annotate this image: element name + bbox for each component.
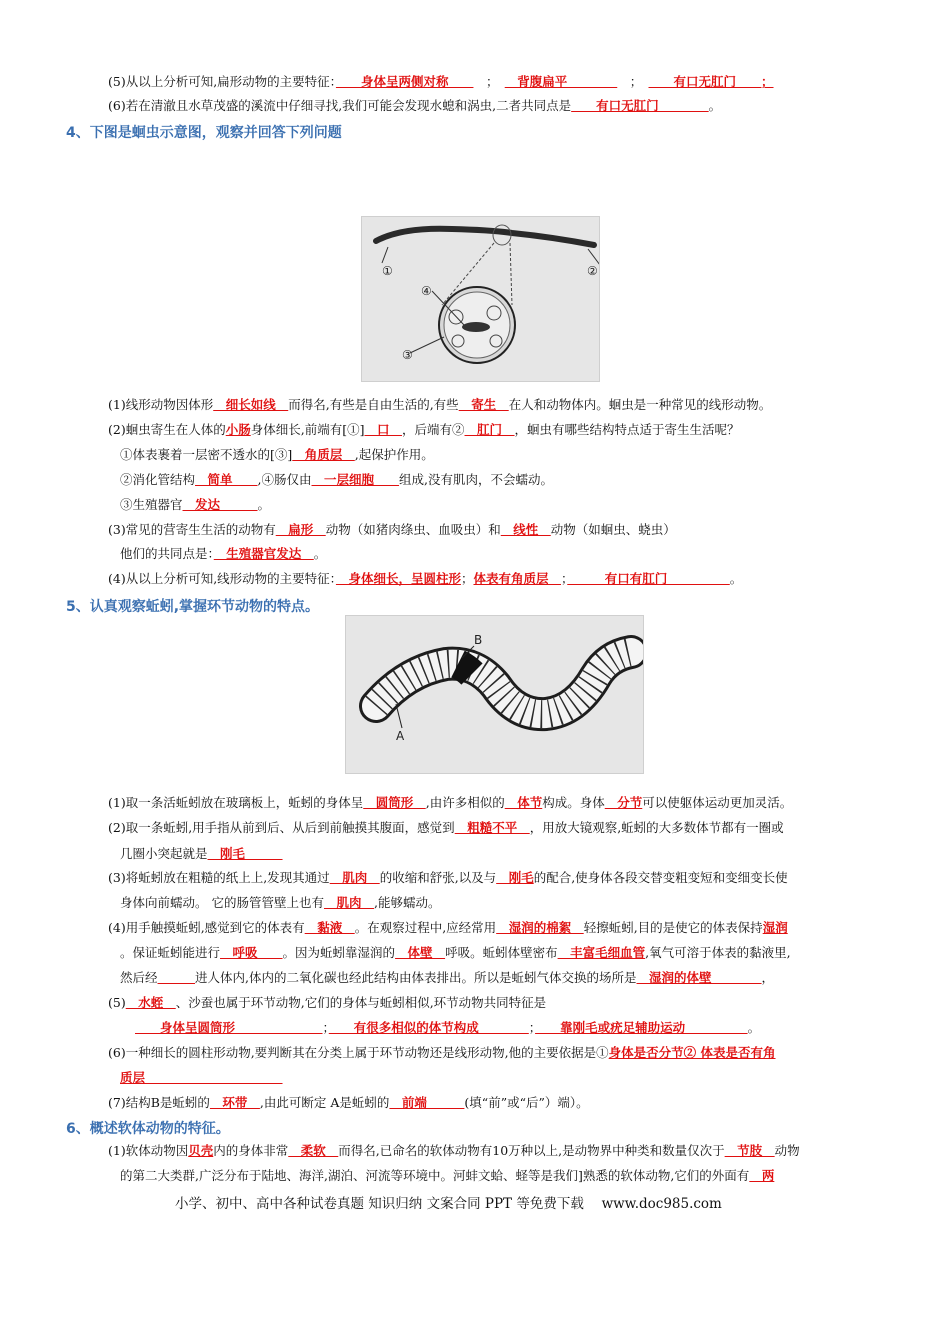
ascaris-diagram [361,216,600,382]
answer: 质层 [120,1070,283,1085]
answer [158,970,196,985]
answer: 前端 [389,1095,465,1110]
q4-item2-2: ②消化管结构 简单 ,④肠仅由 一层细胞 组成,没有肌肉，不会蠕动。 [120,472,554,487]
label-A: A [396,729,405,743]
answer: 身体呈圆筒形 [135,1020,323,1035]
label-2: ② [587,264,598,278]
answer: 两 [749,1168,775,1183]
answer: 有口无肛门 ； [648,74,774,89]
answer: 扁形 [275,522,326,537]
earthworm-drawing [346,616,643,773]
answer: 肌肉 [329,870,380,885]
label-3: ③ [402,348,413,362]
answer: 有口有肛门 [567,571,730,586]
answer: 角质层 [292,447,355,462]
section-heading-4: 4、下图是蛔虫示意图，观察并回答下列问题 [66,125,342,141]
answer: 丰富毛细血管 [557,945,646,960]
answer: 节肢 [724,1143,775,1158]
answer: 体表有角质层 [473,571,561,586]
section-heading-5: 5、认真观察蚯蚓,掌握环节动物的特点。 [66,599,320,615]
q3-item5: (5)从以上分析可知,扁形动物的主要特征： 身体呈两侧对称 ； 背腹扁平 ； 有口无肛门 ； [108,74,774,89]
q5-item3: (3)将蚯蚓放在粗糙的纸上上,发现其通过 肌肉 的收缩和舒张,以及与 刚毛的配合,使身体各段交替变粗变短和变细变长使 [108,870,788,885]
answer: 湿润的棉絮 [496,920,584,935]
answer: 湿润的体壁 [636,970,762,985]
answer: 有很多相似的体节构成 [328,1020,529,1035]
answer: 环带 [209,1095,260,1110]
q6-item1: (1)软体动物因贝壳内的身体非常 柔软 而得名,已命名的软体动物有10万种以上,是动物界中种类和数量仅次于 节肢 动物 [108,1143,800,1158]
answer: 线性 [500,522,551,537]
answer: 圆筒形 [363,795,426,810]
answer: 肌肉 [323,895,374,910]
answer: 寄生 [458,397,509,412]
answer: 分节 [604,795,643,810]
answer: 简单 [195,472,258,487]
answer: 小肠 [225,422,251,437]
q5-item6: (6)一种细长的圆柱形动物,要判断其在分类上属于环节动物还是线形动物,他的主要依据是①身体是否分节② 体表是否有角 [108,1045,776,1060]
label-B: B [474,633,483,647]
answer: 黏液 [304,920,355,935]
answer: 背腹扁平 [504,74,618,89]
answer: 粗糙不平 [454,820,530,835]
q5-item7: (7)结构B是蚯蚓的 环带 ,由此可断定 A是蚯蚓的 前端 (填“前”或“后”）端）。 [108,1095,589,1110]
footer-banner: 小学、初中、高中各种试卷真题 知识归纳 文案合同 PPT 等免费下载 www.doc985.com [175,1196,722,1212]
answer: 体壁 [395,945,446,960]
q5-item2: (2)取一条蚯蚓,用手指从前到后、从后到前触摸其腹面，感觉到 粗糙不平 ，用放大镜观察,蚯蚓的大多数体节都有一圈或 [108,820,784,835]
answer: 细长如线 [213,397,289,412]
q4-item4: (4)从以上分析可知,线形动物的主要特征： 身体细长，呈圆柱形；体表有角质层 ； 有口有肛门 。 [108,571,743,586]
q5-item2-cont: 几圈小突起就是 刚毛 [120,846,283,861]
answer: 口 [364,422,402,437]
label-4: ④ [421,284,432,298]
answer: 刚毛 [496,870,534,885]
answer: 体节 [504,795,543,810]
q4-item3: (3)常见的营寄生生活的动物有 扁形 动物（如猪肉绦虫、血吸虫）和 线性 动物（如蛔虫、蛲虫） [108,522,676,537]
q5-item5-features: 身体呈圆筒形 ； 有很多相似的体节构成 ； 靠刚毛或疣足辅助运动 。 [135,1020,761,1035]
q5-item5: (5) 水蛭 、沙蚕也属于环节动物,它们的身体与蚯蚓相似,环节动物共同特征是 [108,995,547,1010]
answer: 刚毛 [207,846,283,861]
q3-item6: (6)若在清澈且水草茂盛的溪流中仔细寻找,我们可能会发现水螅和涡虫,二者共同点是 有口无肛门 。 [108,98,722,113]
answer: 靠刚毛或疣足辅助运动 [535,1020,748,1035]
answer: 一层细胞 [311,472,400,487]
earthworm-diagram [345,615,644,774]
q5-item1: (1)取一条活蚯蚓放在玻璃板上，蚯蚓的身体呈 圆筒形 ,由许多相似的 体节构成。身体 分节可以使躯体运动更加灵活。 [108,795,793,810]
ascaris-drawing [362,217,599,381]
answer: 柔软 [288,1143,339,1158]
q4-item1: (1)线形动物因体形 细长如线 而得名,有些是自由生活的,有些 寄生 在人和动物体内。蛔虫是一种常见的线形动物。 [108,397,772,412]
q4-item2-1: ①体表裹着一层密不透水的[③] 角质层 ,起保护作用。 [120,447,434,462]
answer: 湿润 [762,920,788,935]
q5-item4: (4)用手触摸蚯蚓,感觉到它的体表有 黏液 。在观察过程中,应经常用 湿润的棉絮 轻擦蚯蚓,目的是使它的体表保持湿润 [108,920,788,935]
answer: 水蛭 [125,995,176,1010]
q4-item3-common: 他们的共同点是： 生殖器官发达 。 [120,546,327,561]
answer: 身体细长，呈圆柱形 [335,571,461,586]
answer: 生殖器官发达 [213,546,314,561]
q4-item2-3: ③生殖器官 发达 。 [120,497,271,512]
answer: 贝壳 [188,1143,214,1158]
answer: 肛门 [464,422,515,437]
q5-item3-cont: 身体向前蠕动。 它的肠管管壁上也有 肌肉 ,能够蠕动。 [120,895,441,910]
q5-item4-cont: 。保证蚯蚓能进行 呼吸 。因为蚯蚓靠湿润的 体壁 呼吸。蚯蚓体壁密布 丰富毛细血管,氧气可溶于体表的黏液里, [120,945,791,960]
q4-item2: (2)蛔虫寄生在人体的小肠身体细长,前端有[①] 口 ，后端有② 肛门 ，蛔虫有哪些结构特点适于寄生生活呢？ [108,422,740,437]
q5-item4-cont2: 然后经 进人体内,体内的二氧化碳也经此结构由体表排出。所以是蚯蚓气体交换的场所是 湿润的体壁 ， [120,970,775,985]
answer: 发达 [182,497,258,512]
answer: 身体呈两侧对称 [335,74,474,89]
q6-item1-cont: 的第二大类群,广泛分布于陆地、海洋,湖泊、河流等环境中。河蚌文蛤、蛏等是我们]熟悉的软体动物,它们的外面有 两 [120,1168,775,1183]
answer: 呼吸 [220,945,283,960]
label-1: ① [382,264,393,278]
answer: 有口无肛门 [571,98,709,113]
answer: 身体是否分节② 体表是否有角 [608,1045,776,1060]
section-heading-6: 6、概述软体动物的特征。 [66,1121,230,1137]
q5-item6-cont [120,1070,283,1086]
